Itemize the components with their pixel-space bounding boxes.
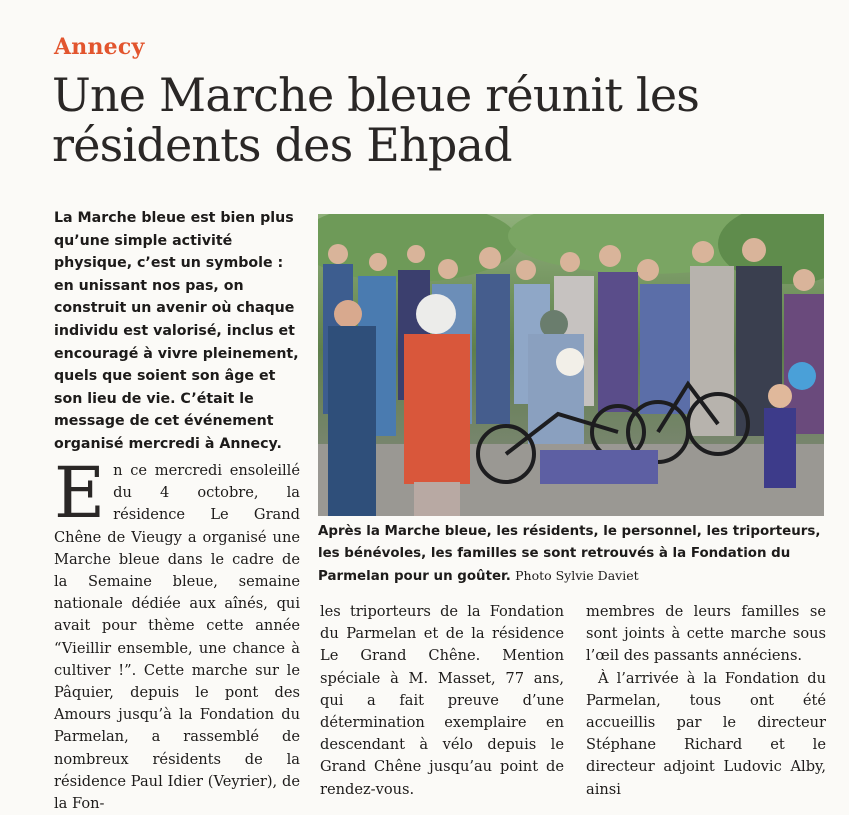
photo-caption — [318, 521, 828, 588]
intro-text: La Marche bleue est bien plus qu’une simple activité physique, c’est un symbole : en unissant nos pas, on construit un avenir où chaque individu est valorisé, inclus et encouragé à vivre pleinement, quels que soient son âge et son lieu de vie. C’était le message de cet événement organisé mercredi à Annecy. — [54, 210, 299, 452]
article-kicker: Annecy — [54, 34, 145, 60]
photo-credit: Photo Sylvie Daviet — [515, 568, 639, 583]
caption-text: Après la Marche bleue, les résidents, le personnel, les triporteurs, les bénévoles, les familles se sont retrouvés à la Fondation du Parmelan pour un goûter. — [318, 524, 821, 584]
group-photo-illustration — [318, 214, 824, 516]
body-column-2 — [320, 601, 564, 801]
col3-paragraph: membres de leurs familles se sont joints à cette marche sous l’œil des passants annéciens. — [586, 603, 826, 665]
body-column-3 — [586, 601, 826, 801]
col3-paragraph-2: À l’arrivée à la Fondation du Parmelan, tous ont été accueillis par le directeur Stéphane Richard et le directeur adjoint Ludovic Alby, ainsi — [586, 669, 826, 798]
article-intro — [54, 207, 300, 456]
col2-paragraph: les triporteurs de la Fondation du Parmelan et de la résidence Le Grand Chêne. Mention spéciale à M. Masset, 77 ans, qui a fait preuve d’une détermination exemplaire en descendant à vélo depuis le Grand Chêne jusqu’au point de rendez-vous. — [320, 603, 564, 798]
article-photo — [318, 214, 824, 516]
body-column-1 — [54, 452, 300, 815]
drop-cap: E — [54, 452, 106, 534]
col1-paragraph: n ce mercredi ensoleillé du 4 octobre, la résidence Le Grand Chêne de Vieugy a organisé une Marche bleue dans le cadre de la Semaine bleue, semaine nationale dédiée aux aînés, qui avait pour thème cette année “Vieillir ensemble, une chance à cultiver !”. Cette marche sur le Pâquier, depuis le pont des Amours jusqu’à la Fondation du Parmelan, a rassemblé de nombreux résidents de la résidence Paul Idier (Veyrier), de la Fon- — [54, 462, 300, 813]
article-headline: Une Marche bleue réunit les résidents des Ehpad — [52, 68, 700, 172]
